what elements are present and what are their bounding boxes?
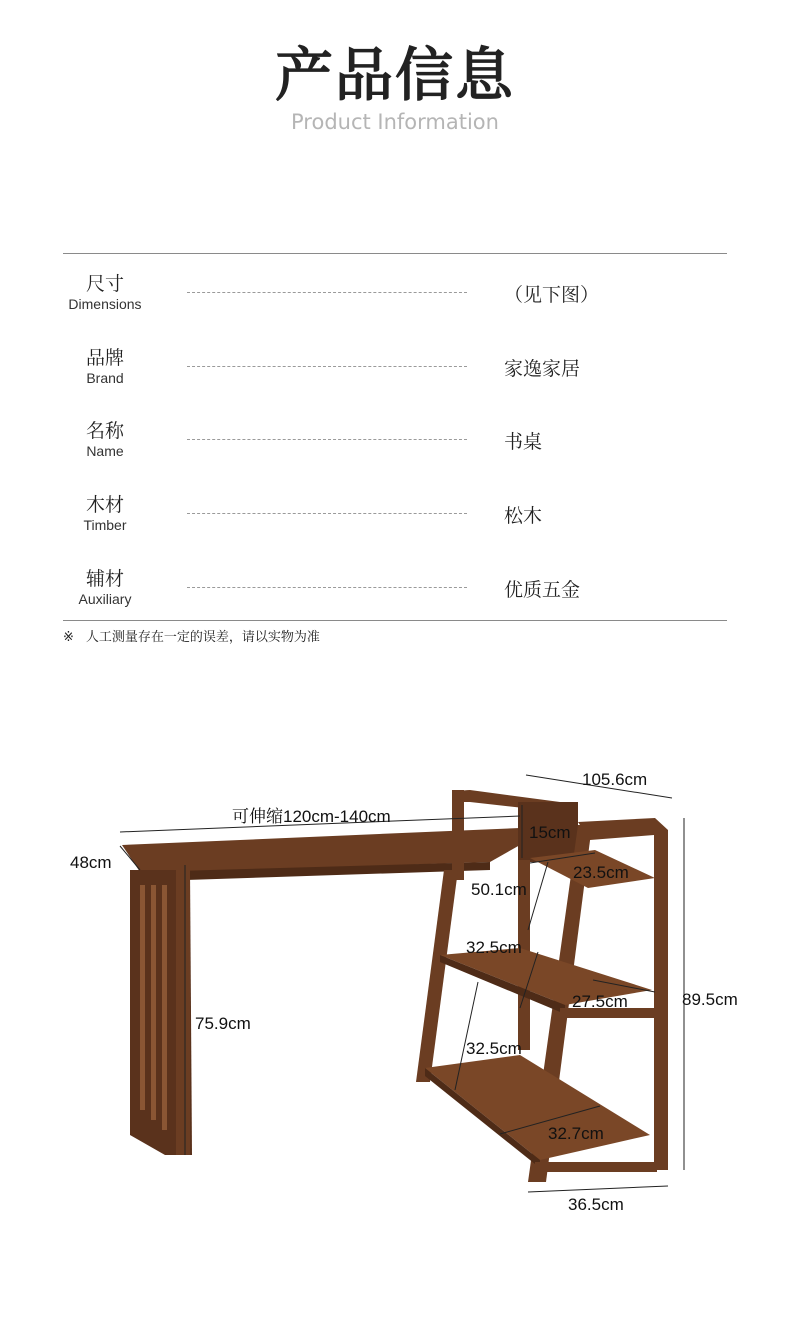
- spec-label-cn: 尺寸: [85, 273, 124, 295]
- table-bottom-rule: [63, 620, 727, 621]
- spec-row-brand: [63, 346, 727, 406]
- spec-row-timber: [63, 493, 727, 553]
- dim-label-top-shelf-depth: 23.5cm: [573, 863, 629, 882]
- spec-value: （见下图）: [504, 284, 600, 306]
- disclaimer-note: [63, 626, 320, 645]
- dashed-separator: [187, 513, 467, 514]
- note-text: 人工测量存在一定的误差，请以实物为准: [85, 630, 320, 645]
- spec-value: 优质五金: [504, 579, 581, 601]
- spec-value: 书桌: [504, 431, 543, 453]
- page-subtitle: Product Information: [291, 110, 499, 134]
- spec-label-en: Timber: [83, 517, 127, 533]
- dim-label-desk-height: 75.9cm: [195, 1014, 251, 1033]
- shelf-back-post: [452, 790, 464, 880]
- spec-value: 松木: [504, 505, 543, 527]
- spec-row-name: [63, 419, 727, 479]
- bottom-shelf-rail: [535, 1162, 657, 1172]
- dim-label-shelf-rail: 15cm: [529, 823, 571, 842]
- spec-label: [63, 272, 147, 313]
- spec-row-dimensions: [63, 272, 727, 332]
- spec-label-cn: 名称: [85, 420, 124, 442]
- spec-label: [63, 346, 147, 387]
- spec-label-cn: 辅材: [85, 568, 124, 590]
- note-mark: ※: [63, 630, 74, 645]
- spec-label: [63, 419, 147, 460]
- spec-label-en: Brand: [86, 370, 124, 386]
- dim-label-shelf-width: 105.6cm: [582, 770, 648, 789]
- desk-dimension-diagram: [0, 750, 790, 1230]
- dim-label-bottom-shelf-depth: 32.7cm: [548, 1124, 604, 1143]
- leg-slat: [140, 885, 145, 1110]
- dashed-separator: [187, 587, 467, 588]
- spec-label-en: Auxiliary: [78, 591, 132, 607]
- spec-label-cn: 木材: [85, 494, 124, 516]
- dashed-separator: [187, 292, 467, 293]
- dim-label-lower-gap: 32.5cm: [466, 1039, 522, 1058]
- dim-label-base-width: 36.5cm: [568, 1195, 624, 1214]
- leg-slat: [162, 885, 167, 1130]
- leg-post: [176, 868, 190, 1155]
- dashed-separator: [187, 366, 467, 367]
- dim-label-middle-shelf-depth: 27.5cm: [572, 992, 628, 1011]
- dim-label-upper-gap: 32.5cm: [466, 938, 522, 957]
- page-title: 产品信息: [274, 41, 515, 109]
- dim-line: [528, 862, 548, 930]
- dim-label-corner-depth: 50.1cm: [471, 880, 527, 899]
- spec-value: 家逸家居: [504, 358, 581, 380]
- spec-label: [63, 567, 147, 608]
- leg-slat: [151, 885, 156, 1120]
- spec-label-en: Dimensions: [68, 296, 142, 312]
- spec-label-cn: 品牌: [85, 347, 124, 369]
- dim-label-desk-depth: 48cm: [70, 853, 112, 872]
- dim-line: [528, 1186, 668, 1192]
- dim-label-total-height: 89.5cm: [682, 990, 738, 1009]
- table-top-rule: [63, 253, 727, 254]
- spec-label-en: Name: [86, 443, 124, 459]
- spec-label: [63, 493, 147, 534]
- shelf-rear-leg: [416, 870, 458, 1082]
- spec-row-auxiliary: [63, 567, 727, 627]
- dim-label-desk-length: 可伸缩120cm-140cm: [232, 807, 391, 826]
- dashed-separator: [187, 439, 467, 440]
